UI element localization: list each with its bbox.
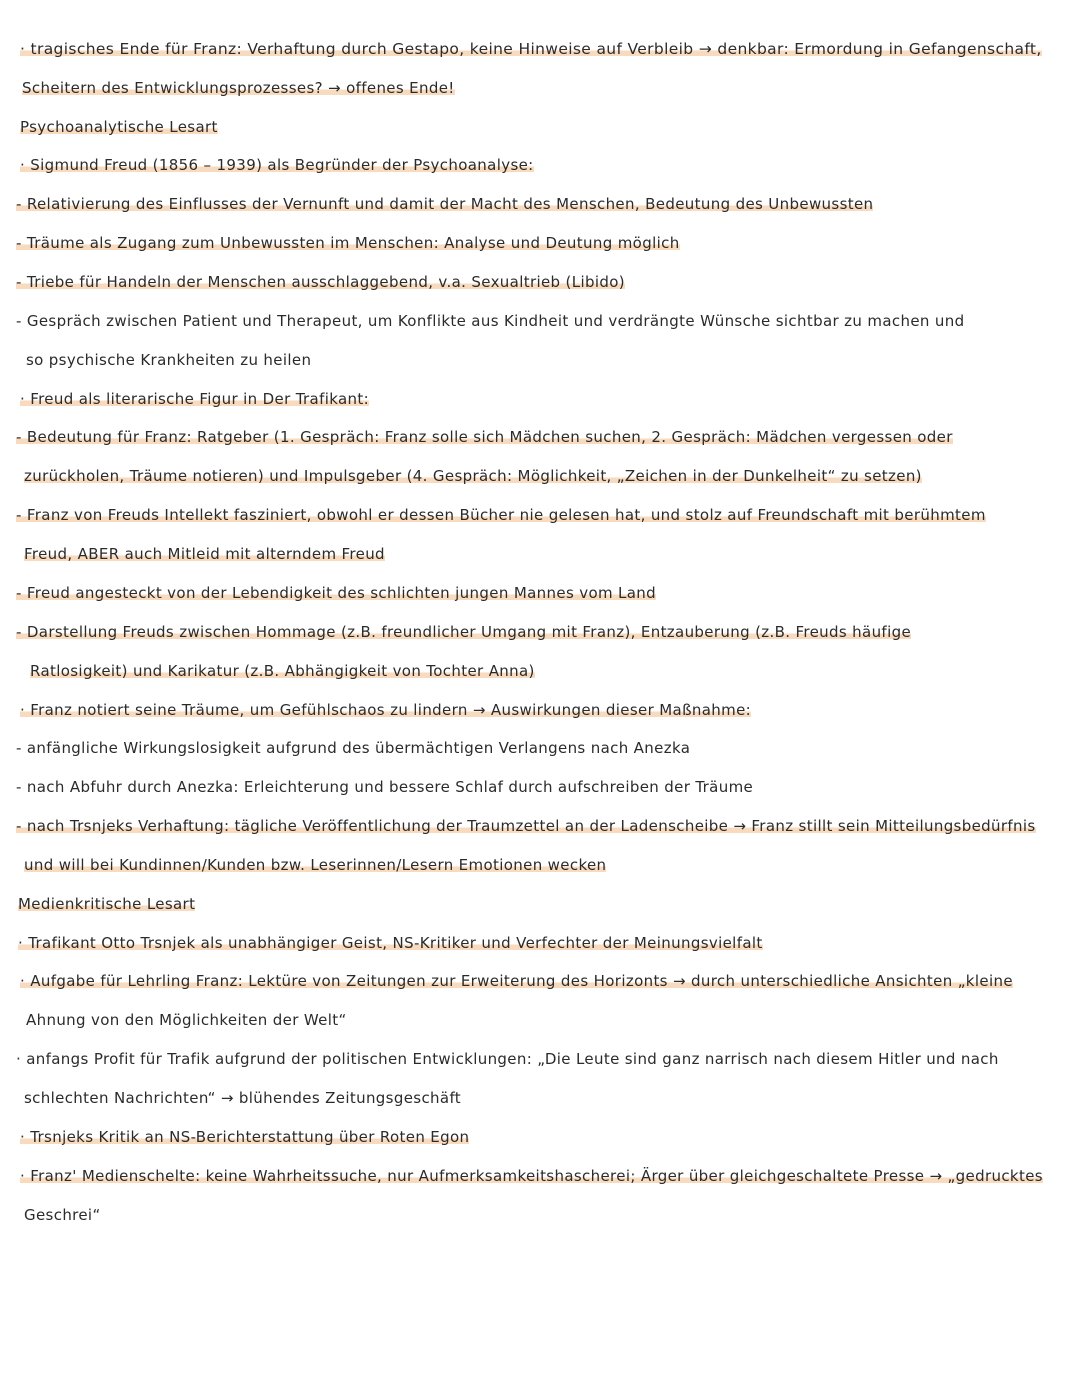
note-text: und will bei Kundinnen/Kunden bzw. Leserinnen/Lesern Emotionen wecken <box>24 856 607 874</box>
note-text: Freud, ABER auch Mitleid mit alterndem Freud <box>24 545 385 563</box>
note-text: · Franz' Medienschelte: keine Wahrheitssuche, nur Aufmerksamkeitshascherei; Ärger über gleichgeschaltete Presse → „gedrucktes <box>20 1167 1043 1185</box>
note-line <box>24 459 1080 493</box>
note-line <box>16 498 1080 532</box>
note-line <box>16 576 1080 610</box>
note-line <box>20 1120 1080 1154</box>
note-text: - anfängliche Wirkungslosigkeit aufgrund des übermächtigen Verlangens nach Anezka <box>16 739 691 757</box>
note-line <box>16 420 1080 454</box>
note-line <box>20 693 1080 727</box>
heading-text: Medienkritische Lesart <box>18 895 196 913</box>
note-line <box>20 382 1080 416</box>
note-line <box>24 537 1080 571</box>
note-text: Ahnung von den Möglichkeiten der Welt“ <box>26 1011 347 1029</box>
note-text: schlechten Nachrichten“ → blühendes Zeitungsgeschäft <box>24 1089 462 1107</box>
note-text: - Gespräch zwischen Patient und Therapeut, um Konflikte aus Kindheit und verdrängte Wünsche sichtbar zu machen und <box>16 312 965 330</box>
note-text: Scheitern des Entwicklungsprozesses? → offenes Ende! <box>22 79 455 97</box>
section-heading-medienkritisch <box>18 887 1080 921</box>
note-line <box>16 1042 1080 1076</box>
note-line <box>16 809 1080 843</box>
note-text: · Franz notiert seine Träume, um Gefühlschaos zu lindern → Auswirkungen dieser Maßnahme: <box>20 701 752 719</box>
note-line <box>16 770 1080 804</box>
heading-text: Psychoanalytische Lesart <box>20 118 218 136</box>
note-text: Geschrei“ <box>24 1206 101 1224</box>
note-text: so psychische Krankheiten zu heilen <box>26 351 312 369</box>
note-text: Ratlosigkeit) und Karikatur (z.B. Abhängigkeit von Tochter Anna) <box>30 662 535 680</box>
note-text: · Aufgabe für Lehrling Franz: Lektüre von Zeitungen zur Erweiterung des Horizonts → durch unterschiedliche Ansichten „kleine <box>20 972 1013 990</box>
note-line <box>18 926 1080 960</box>
note-line <box>16 731 1080 765</box>
note-text: · Sigmund Freud (1856 – 1939) als Begründer der Psychoanalyse: <box>20 156 534 174</box>
note-text: - Franz von Freuds Intellekt fasziniert, obwohl er dessen Bücher nie gelesen hat, und stolz auf Freundschaft mit berühmtem <box>16 506 986 524</box>
note-line <box>24 1081 1080 1115</box>
note-text: · Freud als literarische Figur in Der Trafikant: <box>20 390 370 408</box>
note-line <box>16 304 1080 338</box>
note-text: · Trafikant Otto Trsnjek als unabhängiger Geist, NS-Kritiker und Verfechter der Meinungsvielfalt <box>18 934 763 952</box>
note-line <box>24 1198 1080 1232</box>
note-text: · anfangs Profit für Trafik aufgrund der politischen Entwicklungen: „Die Leute sind ganz narrisch nach diesem Hitler und nach <box>16 1050 999 1068</box>
note-text: - nach Abfuhr durch Anezka: Erleichterung und bessere Schlaf durch aufschreiben der Träume <box>16 778 754 796</box>
note-line <box>16 615 1080 649</box>
note-text: - nach Trsnjeks Verhaftung: tägliche Veröffentlichung der Traumzettel an der Ladenscheibe → Franz stillt sein Mitteilungsbedürfnis <box>16 817 1036 835</box>
note-line <box>16 265 1080 299</box>
note-text: · tragisches Ende für Franz: Verhaftung durch Gestapo, keine Hinweise auf Verbleib → denkbar: Ermordung in Gefangenschaft, <box>20 40 1042 58</box>
note-text: - Darstellung Freuds zwischen Hommage (z.B. freundlicher Umgang mit Franz), Entzauberung (z.B. Freuds häufige <box>16 623 912 641</box>
note-line <box>16 226 1080 260</box>
note-text: zurückholen, Träume notieren) und Impulsgeber (4. Gespräch: Möglichkeit, „Zeichen in der Dunkelheit“ zu setzen) <box>24 467 922 485</box>
note-text: - Relativierung des Einflusses der Vernunft und damit der Macht des Menschen, Bedeutung des Unbewussten <box>16 195 874 213</box>
note-line <box>20 964 1080 998</box>
note-line <box>16 187 1080 221</box>
note-line <box>20 1159 1080 1193</box>
note-text: - Triebe für Handeln der Menschen ausschlaggebend, v.a. Sexualtrieb (Libido) <box>16 273 625 291</box>
note-line <box>24 848 1080 882</box>
note-text: - Träume als Zugang zum Unbewussten im Menschen: Analyse und Deutung möglich <box>16 234 680 252</box>
note-line <box>30 654 1080 688</box>
note-line <box>20 32 1080 66</box>
note-text: - Freud angesteckt von der Lebendigkeit des schlichten jungen Mannes vom Land <box>16 584 657 602</box>
note-line <box>26 1003 1080 1037</box>
note-line <box>22 71 1080 105</box>
note-text: · Trsnjeks Kritik an NS-Berichterstattung über Roten Egon <box>20 1128 470 1146</box>
note-line <box>20 148 1080 182</box>
note-text: - Bedeutung für Franz: Ratgeber (1. Gespräch: Franz solle sich Mädchen suchen, 2. Gespräch: Mädchen vergessen oder <box>16 428 953 446</box>
section-heading-psychoanalytisch <box>20 110 1080 144</box>
note-line <box>26 343 1080 377</box>
